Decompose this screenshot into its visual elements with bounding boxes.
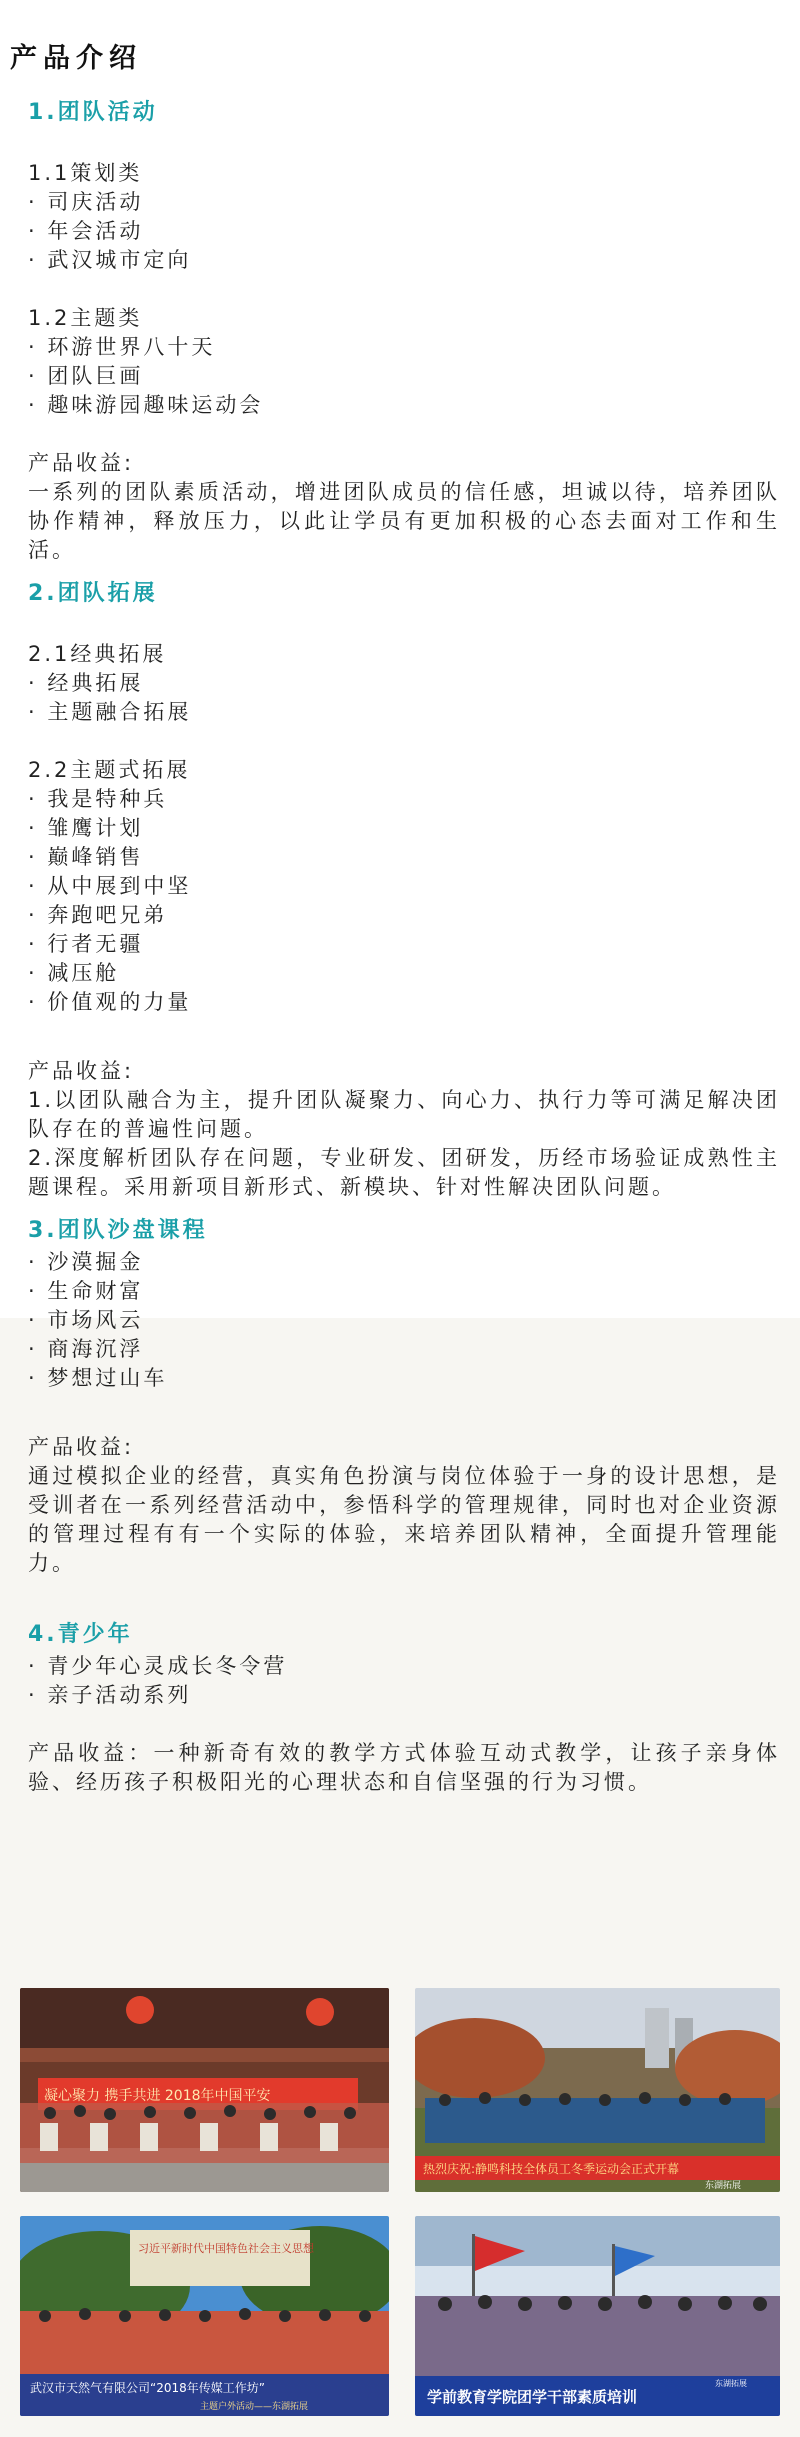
subsection-title: 1.2主题类 — [28, 306, 143, 330]
list-item: · 青少年心灵成长冬令营 — [28, 1654, 288, 1678]
list-item: · 环游世界八十天 — [28, 335, 216, 359]
list-item: · 年会活动 — [28, 219, 144, 243]
list-item: · 沙漠掘金 — [28, 1250, 144, 1274]
list-item: · 趣味游园趣味运动会 — [28, 393, 264, 417]
subsection-title: 1.1策划类 — [28, 161, 143, 185]
benefit-text: 通过模拟企业的经营，真实角色扮演与岗位体验于一身的设计思想，是受训者在一系列经营活动中，参悟科学的管理规律，同时也对企业资源的管理过程有有一个实际的体验，来培养团队精神，全面提升管理能力。 — [28, 1464, 780, 1575]
list-item: · 团队巨画 — [28, 364, 144, 388]
photo-group-park — [415, 1988, 780, 2192]
list-item: · 我是特种兵 — [28, 787, 168, 811]
benefit-text: 一系列的团队素质活动，增进团队成员的信任感，坦诚以待，培养团队协作精神，释放压力，以此让学员有更加积极的心态去面对工作和生活。 — [28, 480, 780, 562]
list-item: · 生命财富 — [28, 1279, 144, 1303]
page-title: 产品介绍 — [10, 43, 142, 74]
benefit-label: 产品收益: — [28, 451, 135, 475]
benefit-text: 1.以团队融合为主，提升团队凝聚力、向心力、执行力等可满足解决团队存在的普遍性问题。 — [28, 1088, 780, 1141]
list-item: · 主题融合拓展 — [28, 700, 192, 724]
photo-group-temple — [20, 1988, 389, 2192]
photo-banner-caption: 武汉市天然气有限公司“2018年传媒工作坊” — [30, 2381, 265, 2395]
list-item: · 经典拓展 — [28, 671, 144, 695]
list-item: · 商海沉浮 — [28, 1337, 144, 1361]
list-item: · 雏鹰计划 — [28, 816, 144, 840]
section-title-sandbox-courses: 3.团队沙盘课程 — [28, 1218, 208, 1243]
photo-group-indoor — [415, 2216, 780, 2416]
list-item: · 价值观的力量 — [28, 990, 192, 1014]
list-item: · 梦想过山车 — [28, 1366, 168, 1390]
benefit-text: 2.深度解析团队存在问题，专业研发、团研发，历经市场验证成熟性主题课程。采用新项目新形式、新模块、针对性解决团队问题。 — [28, 1146, 780, 1199]
subsection-title: 2.1经典拓展 — [28, 642, 167, 666]
content-column — [28, 96, 780, 1797]
list-item: · 奔跑吧兄弟 — [28, 903, 168, 927]
list-item: · 亲子活动系列 — [28, 1683, 192, 1707]
list-item: · 巅峰销售 — [28, 845, 144, 869]
photo-sub-caption: 主题户外活动——东湖拓展 — [200, 2402, 309, 2412]
list-item: · 减压舱 — [28, 961, 120, 985]
section-title-team-expansion: 2.团队拓展 — [28, 581, 158, 606]
photo-group-outdoor — [20, 2216, 389, 2416]
list-item: · 武汉城市定向 — [28, 248, 192, 272]
benefit-label: 产品收益: — [28, 1435, 135, 1459]
photo-watermark: 东湖拓展 — [705, 2181, 742, 2191]
list-item: · 从中展到中坚 — [28, 874, 192, 898]
list-item: · 司庆活动 — [28, 190, 144, 214]
photo-watermark: 东湖拓展 — [715, 2379, 747, 2388]
section-title-youth: 4.青少年 — [28, 1622, 133, 1647]
photo-banner-text: 凝心聚力 携手共进 2018年中国平安 — [44, 2088, 271, 2104]
benefit-text: 产品收益：一种新奇有效的教学方式体验互动式教学，让孩子亲身体验、经历孩子积极阳光的心理状态和自信坚强的行为习惯。 — [28, 1741, 780, 1794]
benefit-label: 产品收益: — [28, 1059, 135, 1083]
subsection-title: 2.2主题式拓展 — [28, 758, 191, 782]
list-item: · 行者无疆 — [28, 932, 144, 956]
section-title-team-activities: 1.团队活动 — [28, 100, 158, 125]
photo-banner-text: 学前教育学院团学干部素质培训 — [427, 2388, 638, 2406]
photo-banner-text: 热烈庆祝:静鸣科技全体员工冬季运动会正式开幕 — [423, 2162, 680, 2176]
list-item: · 市场风云 — [28, 1308, 144, 1332]
photo-banner-text: 习近平新时代中国特色社会主义思想 — [138, 2242, 314, 2255]
